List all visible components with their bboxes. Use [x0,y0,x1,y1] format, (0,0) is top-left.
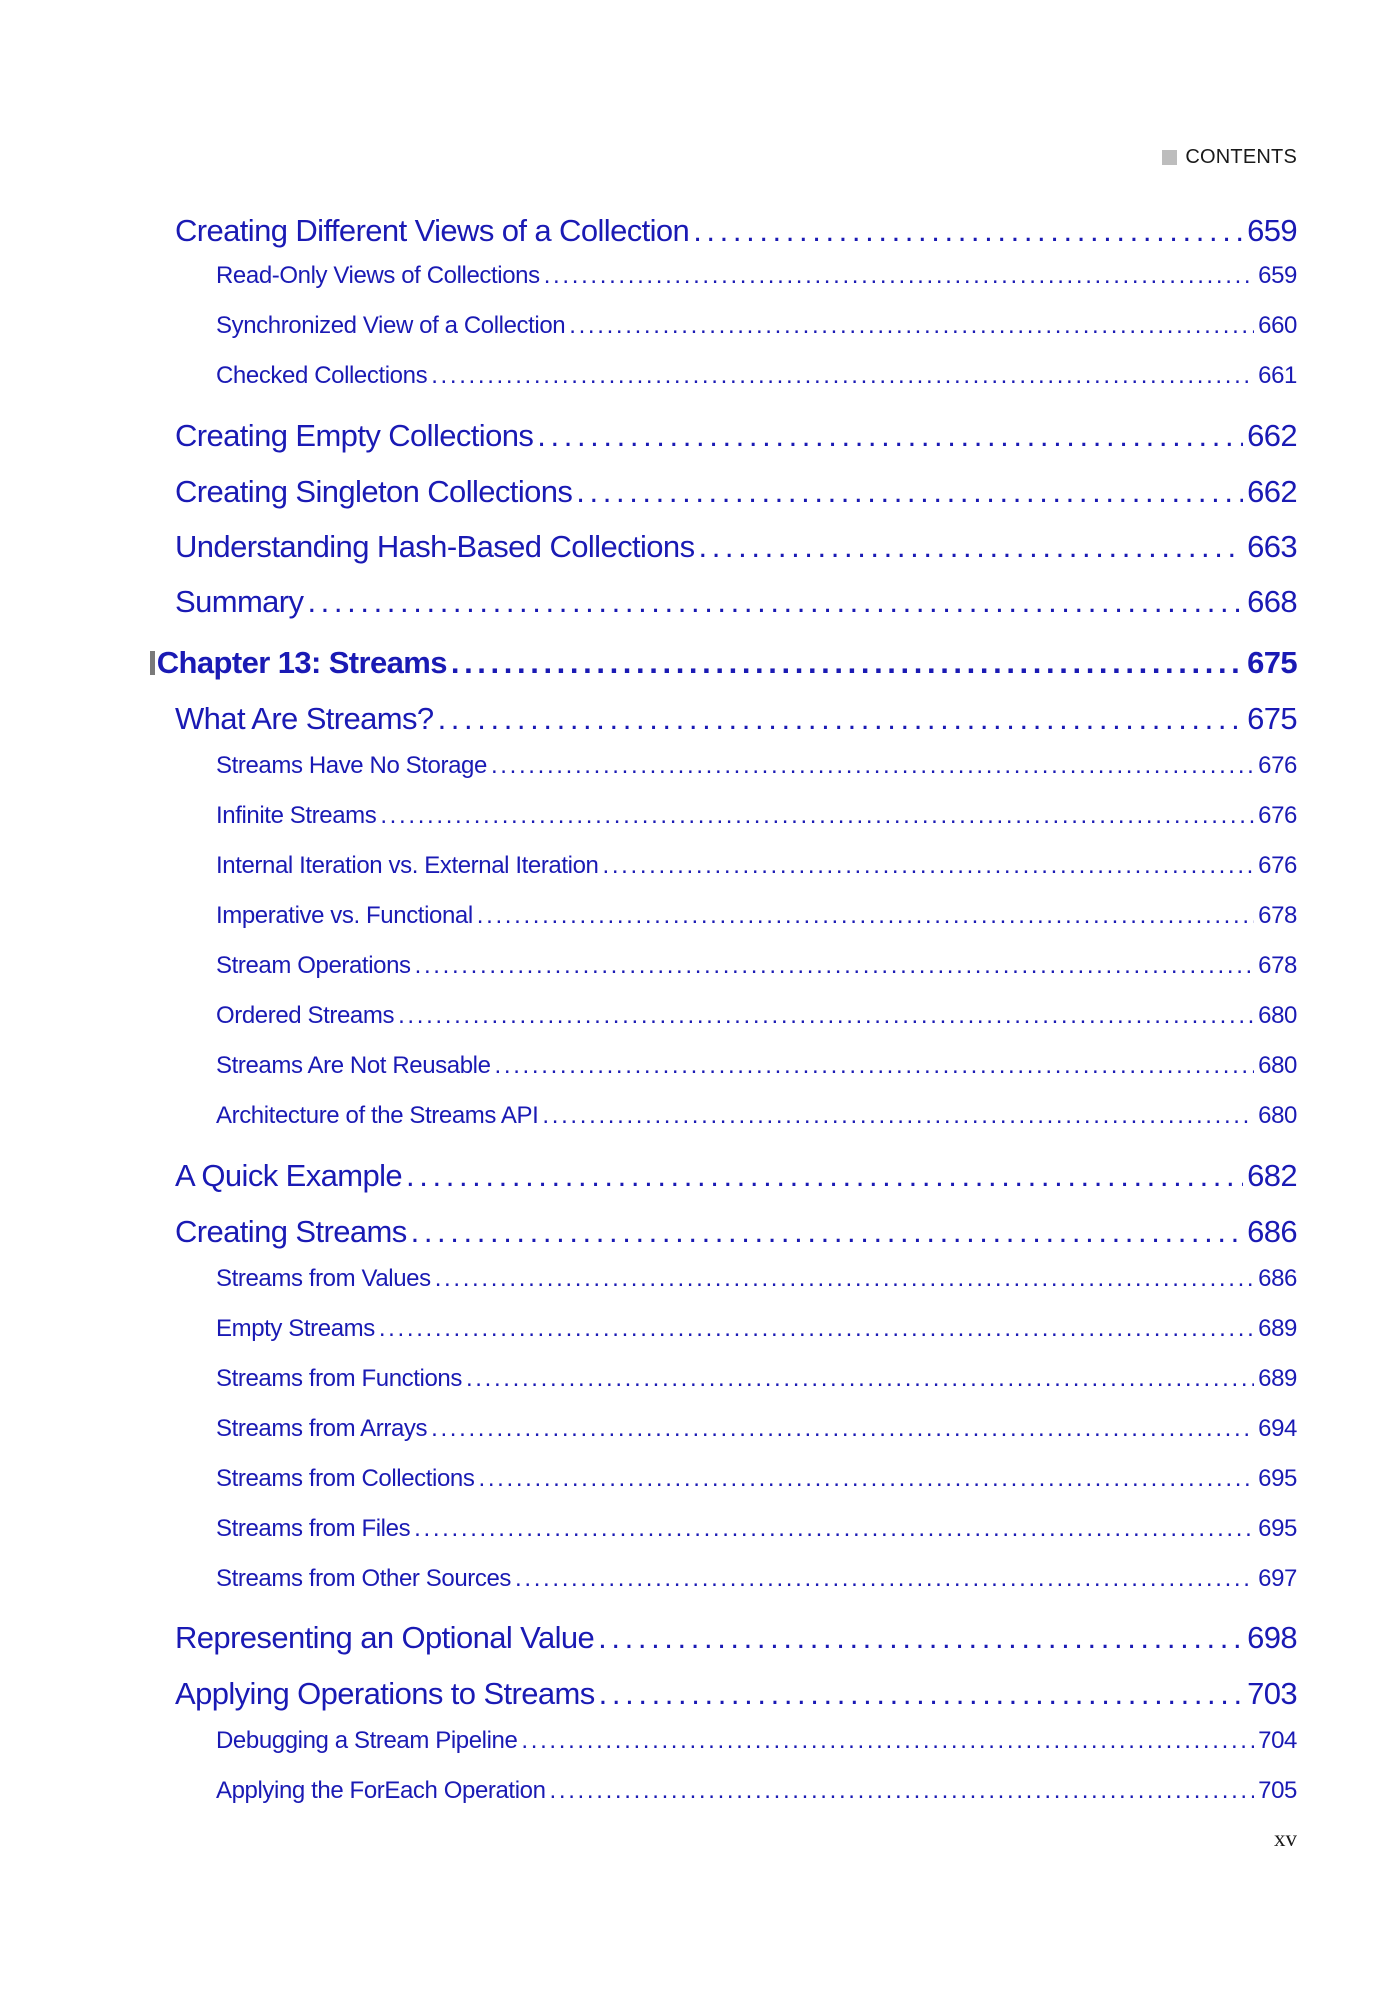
subsection-entry[interactable] [216,262,1297,290]
dot-leader [431,1415,1254,1443]
subsection-entry[interactable] [216,852,1297,880]
section-entry[interactable] [175,474,1297,510]
entry-title: Applying the ForEach Operation [216,1777,546,1804]
dot-leader [569,312,1254,340]
entry-page-number: 659 [1247,213,1297,248]
dot-leader [431,362,1254,390]
entry-title: Streams Have No Storage [216,752,487,779]
entry-page-number: 697 [1258,1565,1297,1592]
entry-title: Empty Streams [216,1315,375,1342]
subsection-entry[interactable] [216,1777,1297,1805]
section-entry[interactable] [175,1676,1297,1712]
entry-title: Architecture of the Streams API [216,1102,539,1129]
entry-page-number: 660 [1258,312,1297,339]
entry-title: Streams from Other Sources [216,1565,512,1592]
subsection-entry[interactable] [216,1052,1297,1080]
subsection-entry[interactable] [216,1415,1297,1443]
entry-page-number: 689 [1258,1365,1297,1392]
subsection-entry[interactable] [216,1515,1297,1543]
entry-title: Streams from Files [216,1515,411,1542]
chapter-entry[interactable] [150,645,1297,681]
entry-page-number: 676 [1258,752,1297,779]
dot-leader [550,1777,1255,1805]
entry-page-number: 694 [1258,1415,1297,1442]
subsection-entry[interactable] [216,1002,1297,1030]
header-label: CONTENTS [1185,146,1297,168]
entry-title: Streams from Functions [216,1365,462,1392]
entry-title: Streams Are Not Reusable [216,1052,491,1079]
subsection-entry[interactable] [216,1265,1297,1293]
entry-page-number: 678 [1258,902,1297,929]
section-entry[interactable] [175,213,1297,249]
entry-title: Creating Singleton Collections [175,474,573,509]
subsection-entry[interactable] [216,752,1297,780]
entry-page-number: 695 [1258,1465,1297,1492]
dot-leader [491,752,1254,780]
dot-leader [415,952,1255,980]
entry-page-number: 676 [1258,852,1297,879]
dot-leader [698,529,1243,565]
entry-title: Creating Different Views of a Collection [175,213,690,248]
entry-title: Streams from Arrays [216,1415,428,1442]
dot-leader [599,1676,1243,1712]
entry-title: Streams from Values [216,1265,431,1292]
entry-page-number: 675 [1247,701,1297,736]
entry-page-number: 689 [1258,1315,1297,1342]
section-entry[interactable] [175,529,1297,565]
page-number: xv [1274,1826,1297,1851]
dot-leader [544,262,1254,290]
entry-title: Creating Streams [175,1214,407,1249]
entry-title: Debugging a Stream Pipeline [216,1727,518,1754]
chapter-square-icon [150,651,155,675]
dot-leader [515,1565,1254,1593]
dot-leader [693,213,1243,249]
dot-leader [521,1727,1254,1755]
subsection-entry[interactable] [216,1565,1297,1593]
subsection-entry[interactable] [216,312,1297,340]
entry-title: Infinite Streams [216,802,377,829]
dot-leader [398,1002,1254,1030]
entry-page-number: 680 [1258,1102,1297,1129]
subsection-entry[interactable] [216,362,1297,390]
subsection-entry[interactable] [216,1727,1297,1755]
dot-leader [537,418,1243,454]
entry-page-number: 659 [1258,262,1297,289]
entry-title: Checked Collections [216,362,428,389]
entry-page-number: 662 [1247,418,1297,453]
subsection-entry[interactable] [216,902,1297,930]
entry-title: Summary [175,584,304,619]
dot-leader [602,852,1254,880]
entry-page-number: 662 [1247,474,1297,509]
entry-title: Stream Operations [216,952,411,979]
dot-leader [542,1102,1254,1130]
entry-title: Representing an Optional Value [175,1620,595,1655]
entry-title: Synchronized View of a Collection [216,312,566,339]
subsection-entry[interactable] [216,1102,1297,1130]
section-entry[interactable] [175,1620,1297,1656]
entry-page-number: 695 [1258,1515,1297,1542]
entry-page-number: 676 [1258,802,1297,829]
subsection-entry[interactable] [216,1465,1297,1493]
entry-page-number: 668 [1247,584,1297,619]
entry-page-number: 686 [1258,1265,1297,1292]
entry-title: Applying Operations to Streams [175,1676,595,1711]
entry-page-number: 705 [1258,1777,1297,1804]
entry-title: Streams from Collections [216,1465,475,1492]
dot-leader [477,902,1254,930]
entry-page-number: 675 [1247,645,1297,680]
entry-title: Creating Empty Collections [175,418,534,453]
dot-leader [414,1515,1254,1543]
dot-leader [451,645,1243,681]
entry-page-number: 686 [1247,1214,1297,1249]
entry-page-number: 703 [1247,1676,1297,1711]
entry-page-number: 704 [1258,1727,1297,1754]
subsection-entry[interactable] [216,1315,1297,1343]
subsection-entry[interactable] [216,952,1297,980]
entry-page-number: 661 [1258,362,1297,389]
dot-leader [411,1214,1243,1250]
entry-title: Understanding Hash-Based Collections [175,529,695,564]
dot-leader [307,584,1243,620]
section-entry[interactable] [175,701,1297,737]
subsection-entry[interactable] [216,802,1297,830]
dot-leader [438,701,1243,737]
dot-leader [466,1365,1254,1393]
entry-title: Chapter 13: Streams [156,645,447,680]
entry-page-number: 663 [1247,529,1297,564]
entry-title: Read-Only Views of Collections [216,262,540,289]
dot-leader [598,1620,1243,1656]
entry-title: Imperative vs. Functional [216,902,473,929]
section-entry[interactable] [175,1158,1297,1194]
dot-leader [380,802,1254,830]
section-entry[interactable] [175,418,1297,454]
entry-title: A Quick Example [175,1158,403,1193]
entry-page-number: 698 [1247,1620,1297,1655]
section-entry[interactable] [175,584,1297,620]
dot-leader [478,1465,1254,1493]
dot-leader [379,1315,1254,1343]
entry-title: Ordered Streams [216,1002,395,1029]
dot-leader [406,1158,1243,1194]
dot-leader [576,474,1243,510]
entry-page-number: 678 [1258,952,1297,979]
dot-leader [495,1052,1255,1080]
section-entry[interactable] [175,1214,1297,1250]
subsection-entry[interactable] [216,1365,1297,1393]
entry-page-number: 682 [1247,1158,1297,1193]
entry-title: Internal Iteration vs. External Iteration [216,852,599,879]
entry-title: What Are Streams? [175,701,434,736]
entry-page-number: 680 [1258,1052,1297,1079]
dot-leader [435,1265,1254,1293]
entry-page-number: 680 [1258,1002,1297,1029]
